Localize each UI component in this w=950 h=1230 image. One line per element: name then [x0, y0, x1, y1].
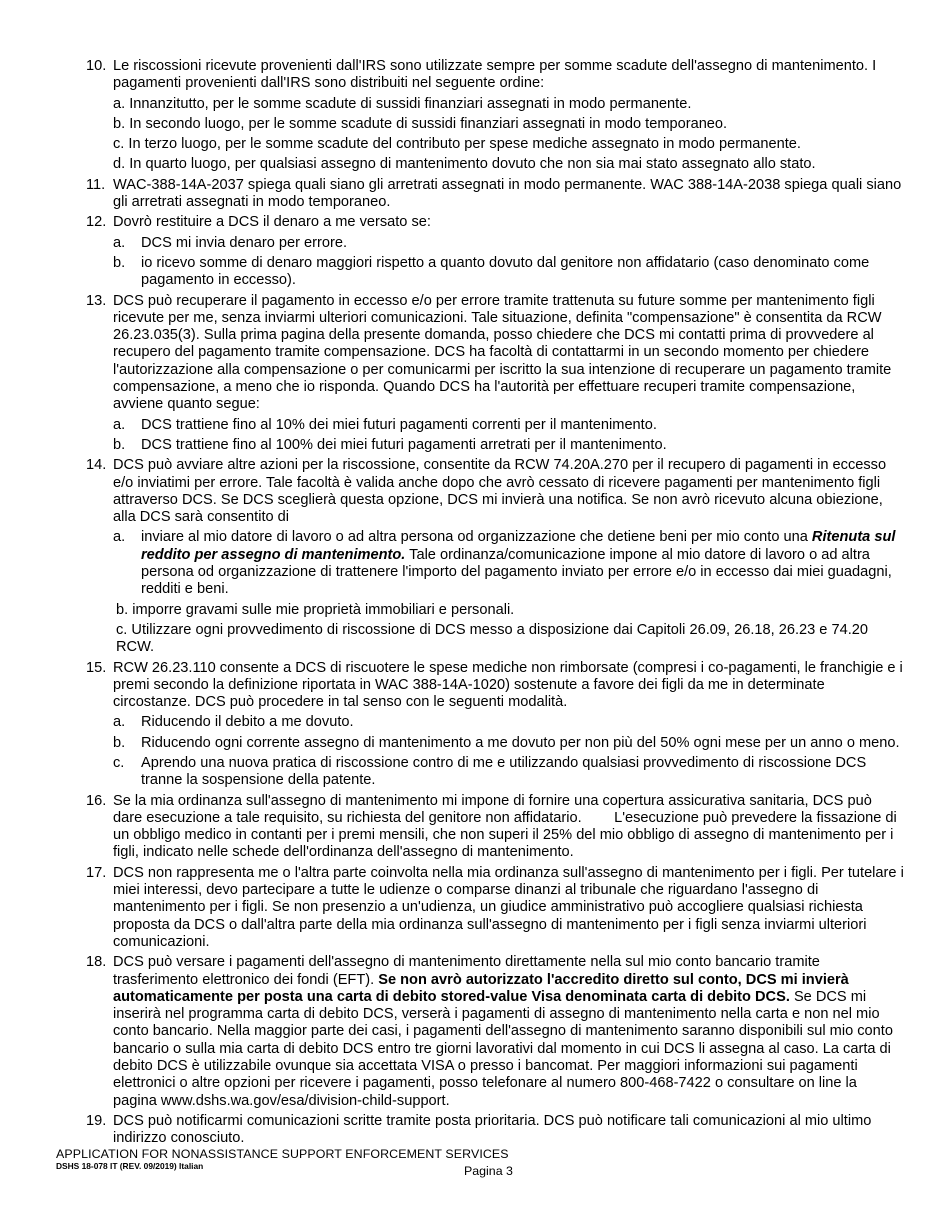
- sub-label: a.: [113, 234, 126, 251]
- item-13: [86, 293, 904, 455]
- sub-item: [113, 437, 904, 454]
- item-17: [86, 865, 904, 951]
- item-text-part: Se DCS mi inserirà nel programma carta di debito DCS, verserà i pagamenti di assegno di mantenimento nella carta e non nel mio conto bancario. Nella maggior parte dei casi, i pagamenti dell'assegno di mantenimento saranno disponibili sul mio conto bancario o sulla mia carta di debito DCS entro tre giorni lavorativi dal momento in cui DCS li assegna al caso. La carta di debito DCS è utilizzabile ovunque sia accettata VISA o presso i bancomat. Per maggiori informazioni sui pagamenti elettronici o altre opzioni per ricevere i pagamenti, posso telefonare al numero 800-468-7422 o consultare on line la pagina www.dshs.wa.gov/esa/division-child-support.: [113, 988, 893, 1109]
- sub-text-part: Tale ordinanza/comunicazione impone al mio datore di lavoro o ad altra persona od organizzazione di trattenere l'importo del pagamento inviato per errore e/o in eccesso dai miei guadagni, redditi e beni.: [141, 546, 892, 598]
- sub-text: Riducendo ogni corrente assegno di mantenimento a me dovuto per non più del 50% ogni mese per un anno o meno.: [141, 734, 900, 751]
- item-18: [86, 954, 904, 1110]
- item-19: [86, 1113, 904, 1148]
- sub-item: a. Innanzitutto, per le somme scadute di sussidi finanziari assegnati in modo permanente.: [113, 95, 692, 112]
- item-10: [86, 58, 904, 174]
- item-12: [86, 214, 904, 289]
- page-number: Pagina 3: [464, 1164, 513, 1178]
- item-text: DCS può avviare altre azioni per la riscossione, consentite da RCW 74.20A.270 per il recupero di pagamenti in eccesso e/o inviatimi per errore. Tale facoltà è valida anche dopo che avrò cessato di ricevere pagamenti per mantenimento figli attraverso DCS. Se DCS sceglierà questa opzione, DCS mi invierà una notifica. Se non avrò ricevuto alcuna obiezione, alla DCS sarà consentito di: [113, 457, 887, 526]
- item-text: [113, 954, 904, 1110]
- sub-item: [113, 735, 904, 752]
- sub-label: a.: [113, 714, 126, 731]
- sub-text: DCS trattiene fino al 10% dei miei futuri pagamenti correnti per il mantenimento.: [141, 416, 657, 433]
- sub-item: b. imporre gravami sulle mie proprietà immobiliari e personali.: [116, 601, 515, 618]
- sub-item: [113, 529, 904, 598]
- sub-text: io ricevo somme di denaro maggiori rispetto a quanto dovuto dal genitore non affidatario (caso denominato come pagamento in eccesso).: [141, 254, 870, 289]
- item-number: 16.: [86, 792, 107, 809]
- footer-form-number: DSHS 18-078 IT (REV. 09/2019) Italian: [56, 1161, 204, 1171]
- item-text: DCS può notificarmi comunicazioni scritte tramite posta prioritaria. DCS può notificare tali comunicazioni al mio ultimo indirizzo conosciuto.: [113, 1112, 872, 1147]
- item-text: RCW 26.23.110 consente a DCS di riscuotere le spese mediche non rimborsate (compresi i co-pagamenti, le franchigie e i premi secondo la definizione riportata in WAC 388-14A-1020) sostenute a favore dei figli da me in determinate circostanze. DCS può procedere in tal senso con le seguenti modalità.: [113, 659, 903, 711]
- sub-text: DCS mi invia denaro per errore.: [141, 234, 348, 251]
- sub-label: a.: [113, 529, 126, 546]
- sub-label: b.: [113, 254, 126, 271]
- sub-label: b.: [113, 734, 126, 751]
- sub-item: c. Utilizzare ogni provvedimento di riscossione di DCS messo a disposizione dai Capitoli 26.09, 26.18, 26.23 e 74.20 RCW.: [116, 621, 868, 656]
- sub-item: [113, 235, 904, 252]
- item-number: 10.: [86, 58, 107, 74]
- item-number: 19.: [86, 1112, 107, 1129]
- sub-item: c. In terzo luogo, per le somme scadute del contributo per spese mediche assegnato in modo permanente.: [113, 136, 801, 153]
- item-16: [86, 793, 904, 862]
- item-number: 15.: [86, 659, 107, 676]
- item-number: 14.: [86, 457, 107, 474]
- sub-item: [113, 755, 904, 790]
- sub-label: a.: [113, 416, 126, 433]
- item-text: DCS non rappresenta me o l'altra parte coinvolta nella mia ordinanza sull'assegno di mantenimento per i figli. Per tutelare i miei interessi, devo partecipare a tutte le udienze o comparse dinanzi al tribunale che riguardano l'assegno di mantenimento per i figli. Se non presenzio a un'udienza, un giudice amministrativo può accogliere qualsiasi richiesta proposta da DCS o dall'altra parte della mia ordinanza sull'assegno di mantenimento per i figli senza inviarmi ulteriori comunicazioni.: [113, 864, 904, 950]
- bold-phrase: Se non avrò autorizzato l'accredito diretto sul conto, DCS mi invierà automaticamente per posta una carta di debito stored-value Visa denominata carta di debito DCS.: [113, 971, 849, 1005]
- item-number: 11.: [86, 176, 106, 193]
- item-text: WAC-388-14A-2037 spiega quali siano gli arretrati assegnati in modo permanente. WAC 388-14A-2038 spiega quali siano gli arretrati assegnati in modo temporaneo.: [113, 176, 902, 211]
- document-body: [86, 58, 904, 1148]
- item-text: Dovrò restituire a DCS il denaro a me versato se:: [113, 214, 431, 231]
- sub-text-part: inviare al mio datore di lavoro o ad altra persona od organizzazione che detiene beni per mio conto una: [141, 529, 812, 546]
- sub-label: c.: [113, 754, 125, 771]
- sub-text: Aprendo una nuova pratica di riscossione contro di me e utilizzando qualsiasi provvedimento di riscossione DCS tranne la sospensione della patente.: [141, 754, 867, 789]
- item-text: Le riscossioni ricevute provenienti dall'IRS sono utilizzate sempre per somme scadute dell'assegno di mantenimento. I pagamenti provenienti dall'IRS sono distribuiti nel seguente ordine:: [113, 58, 877, 92]
- sub-label: b.: [113, 436, 126, 453]
- item-number: 13.: [86, 292, 107, 309]
- page-footer: [56, 1147, 756, 1178]
- sub-text: Riducendo il debito a me dovuto.: [141, 714, 354, 731]
- sub-item: d. In quarto luogo, per qualsiasi assegno di mantenimento dovuto che non sia mai stato assegnato allo stato.: [113, 156, 816, 173]
- item-number: 17.: [86, 864, 107, 881]
- item-15: [86, 660, 904, 790]
- sub-item: [113, 714, 904, 731]
- sub-text: DCS trattiene fino al 100% dei miei futuri pagamenti arretrati per il mantenimento.: [141, 436, 667, 453]
- sub-item: [113, 417, 904, 434]
- sub-item: [113, 255, 904, 290]
- item-14: [86, 457, 904, 656]
- bold-phrase: Ritenuta sul reddito per assegno di mantenimento.: [141, 529, 896, 563]
- item-text: Se la mia ordinanza sull'assegno di mantenimento mi impone di fornire una copertura assicurativa sanitaria, DCS può dare esecuzione a tale requisito, su richiesta del genitore non affidatario. L'esecuzione può prevedere la fissazione di un obbligo medico in contanti per i premi mensili, che non superi il 25% del mio obbligo di assegno di mantenimento per i figli, indicato nelle schede dell'ordinanza dell'assegno di mantenimento.: [113, 792, 901, 861]
- item-text: DCS può recuperare il pagamento in eccesso e/o per errore tramite trattenuta su future somme per mantenimento figli ricevute per me, senza inviarmi ulteriori comunicazioni. Tale situazione, definita "compensazione" è consentita da RCW 26.23.035(3). Sulla prima pagina della presente domanda, posso chiedere che DCS mi contatti prima di provvedere al recupero del pagamento tramite compensazione. DCS ha facoltà di contattarmi in un secondo momento per chiedere l'autorizzazione alla compensazione o per comunicarmi per iscritto la sua intenzione di recuperare un pagamento tramite compensazione, a meno che io risponda. Quando DCS ha l'autorità per effettuare recuperi tramite compensazione, avviene quanto segue:: [113, 292, 892, 413]
- item-number: 12.: [86, 214, 107, 231]
- footer-title: APPLICATION FOR NONASSISTANCE SUPPORT ENFORCEMENT SERVICES: [56, 1147, 509, 1161]
- item-text-part: DCS può versare i pagamenti dell'assegno di mantenimento direttamente nella sul mio conto bancario tramite trasferimento elettronico dei fondi (EFT).: [113, 954, 820, 988]
- sub-text: [141, 529, 904, 598]
- item-11: [86, 177, 904, 212]
- item-number: 18.: [86, 954, 107, 971]
- sub-item: b. In secondo luogo, per le somme scadute di sussidi finanziari assegnati in modo temporaneo.: [113, 115, 728, 132]
